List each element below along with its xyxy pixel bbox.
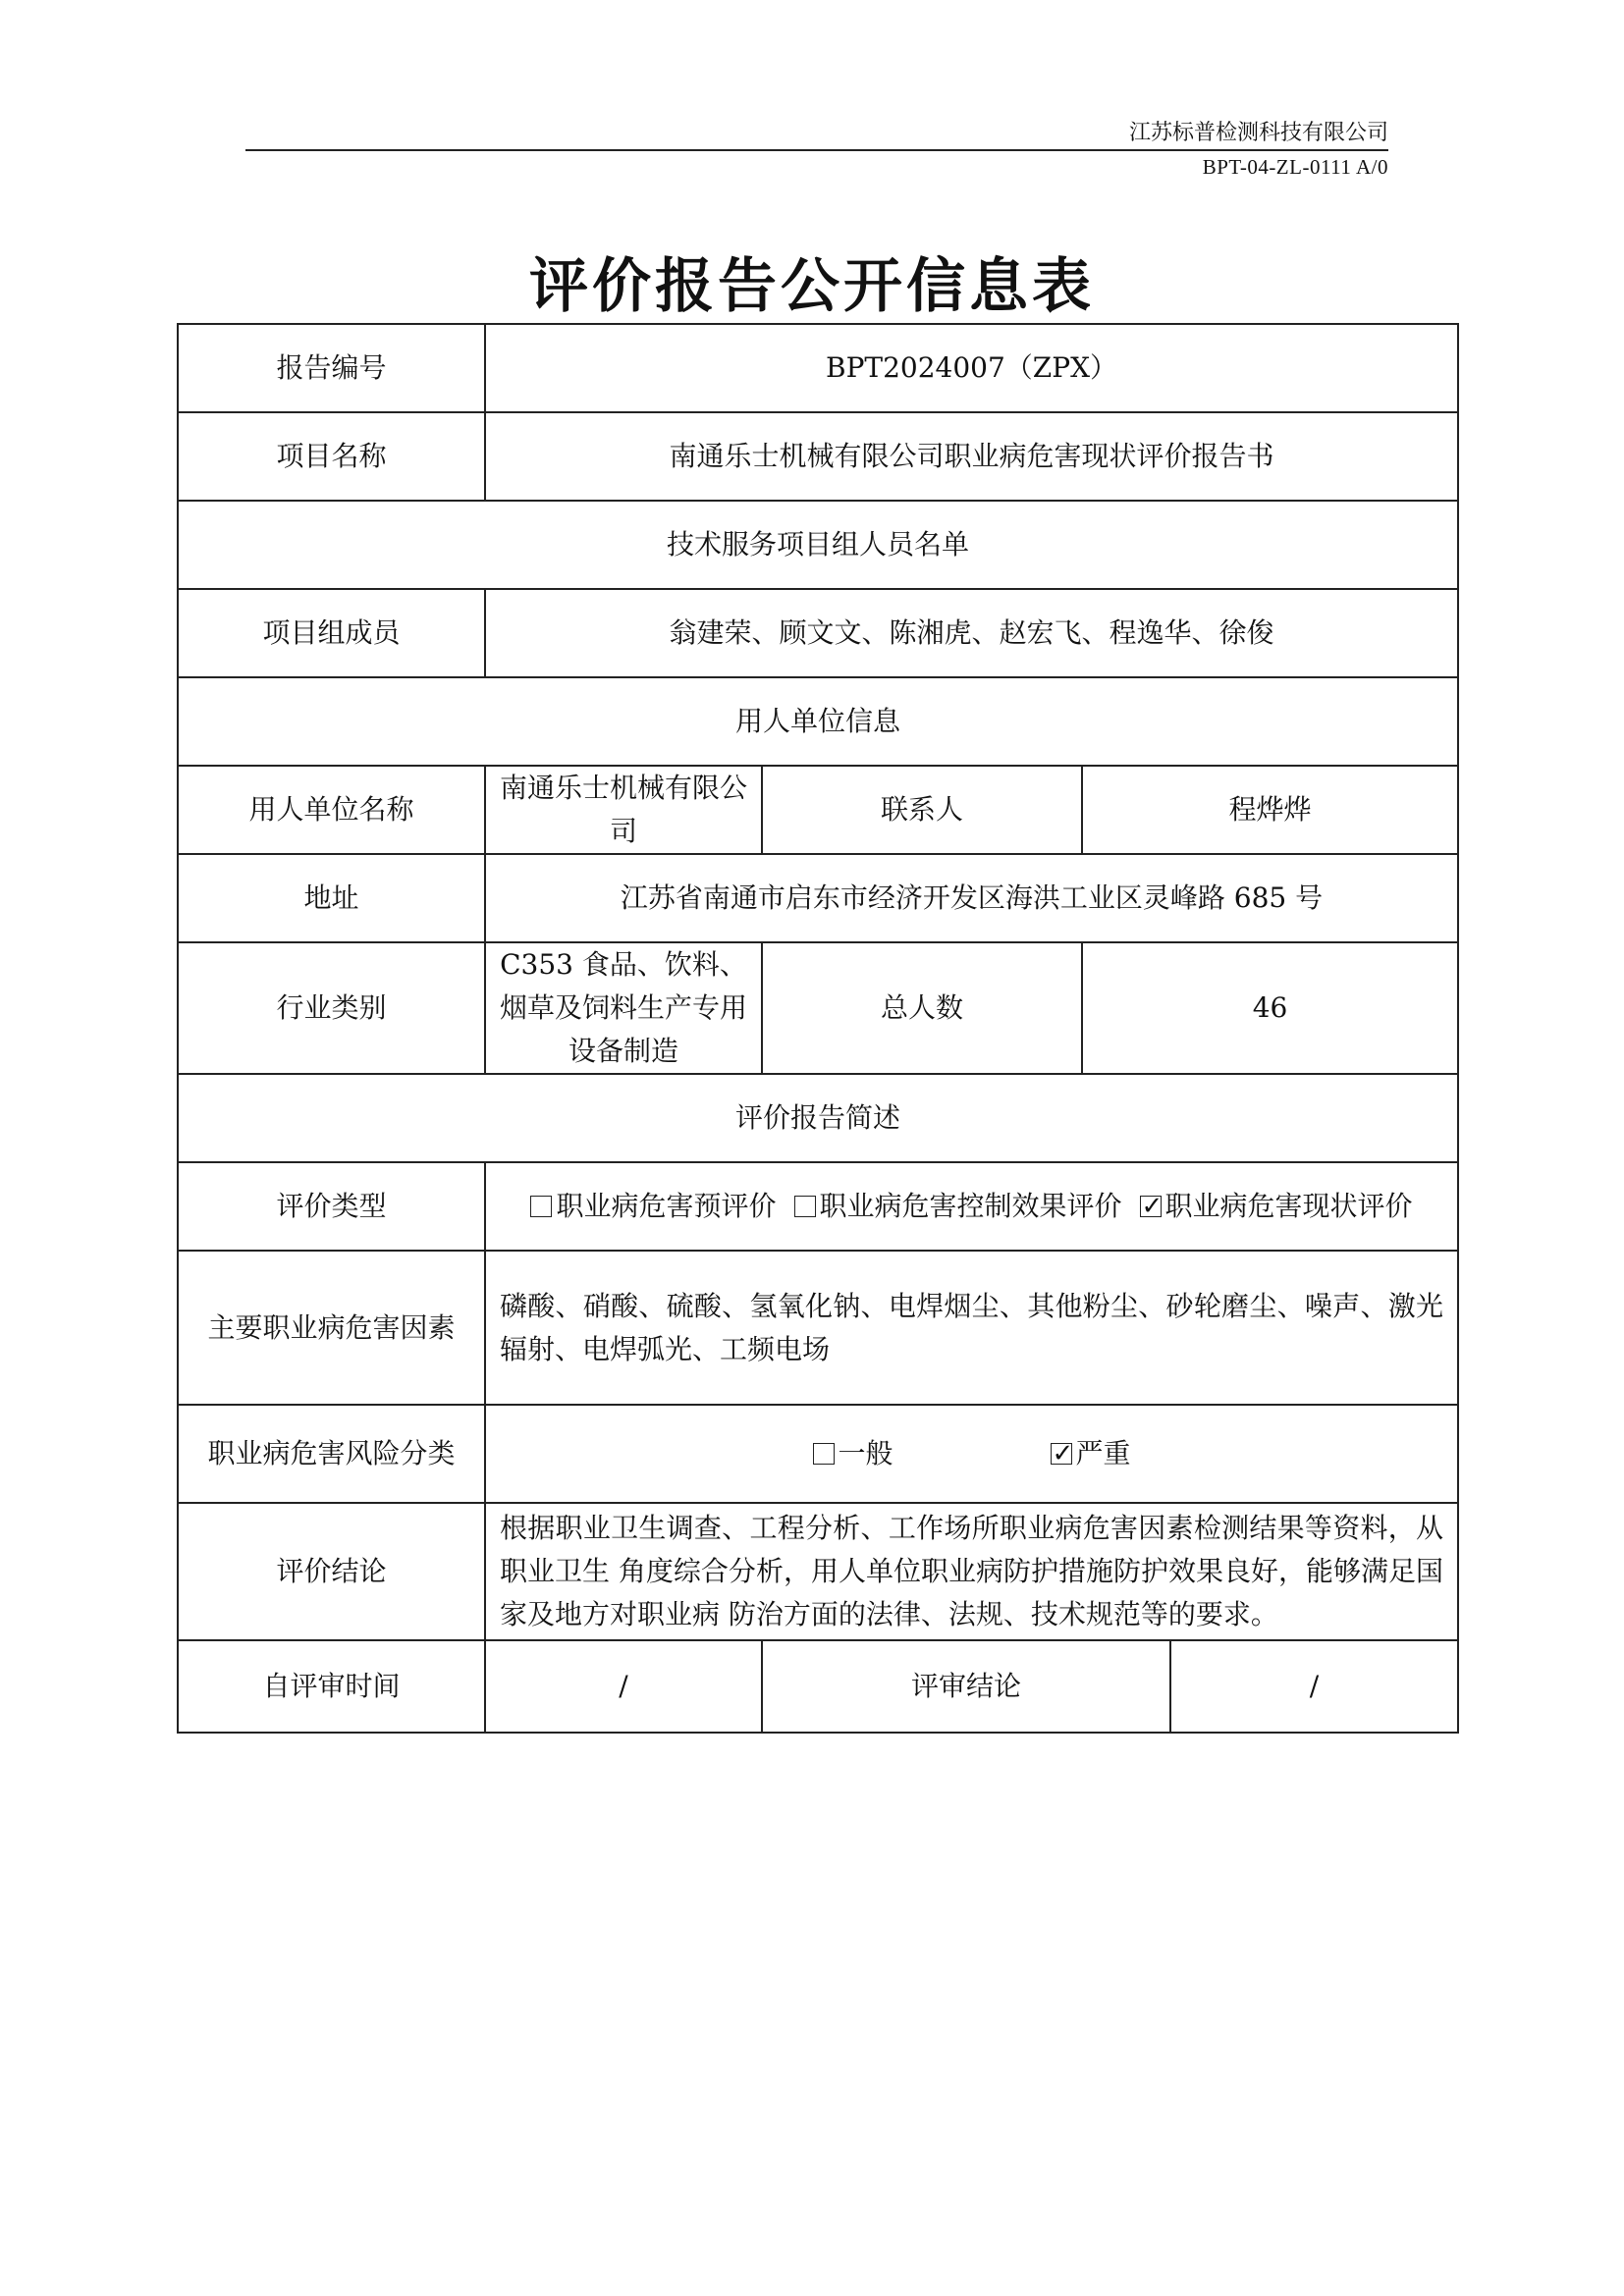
eval-type-label: 评价类型 — [178, 1162, 485, 1251]
risk-label: 职业病危害风险分类 — [178, 1405, 485, 1503]
page-title: 评价报告公开信息表 — [529, 252, 1095, 321]
team-members-label: 项目组成员 — [178, 589, 485, 677]
hazards-value: 磷酸、硝酸、硫酸、氢氧化钠、电焊烟尘、其他粉尘、砂轮磨尘、噪声、激光辐射、电焊弧光、工频电场 — [485, 1251, 1458, 1405]
row-team-section — [178, 501, 1458, 589]
risk-options — [485, 1405, 1458, 1503]
company-name: 江苏标普检测科技有限公司 — [1128, 121, 1388, 145]
row-industry — [178, 942, 1458, 1074]
team-section-heading: 技术服务项目组人员名单 — [178, 501, 1458, 589]
eval-type-option-label: 职业病危害预评价 — [556, 1190, 777, 1222]
row-project-name — [178, 412, 1458, 501]
contact-label: 联系人 — [762, 766, 1082, 854]
eval-type-option[interactable] — [1140, 1185, 1413, 1228]
review-conclusion-value: / — [1170, 1640, 1458, 1733]
row-eval-type — [178, 1162, 1458, 1251]
team-members-value: 翁建荣、顾文文、陈湘虎、赵宏飞、程逸华、徐俊 — [485, 589, 1458, 677]
employer-section-heading: 用人单位信息 — [178, 677, 1458, 766]
headcount-value: 46 — [1082, 942, 1458, 1074]
row-employer-section — [178, 677, 1458, 766]
document-code: BPT-04-ZL-0111 A/0 — [1202, 155, 1388, 179]
report-no-value: BPT2024007（ZPX） — [485, 324, 1458, 412]
eval-type-option[interactable] — [794, 1185, 1122, 1228]
risk-option[interactable] — [1051, 1432, 1131, 1475]
eval-type-options — [485, 1162, 1458, 1251]
employer-name-label: 用人单位名称 — [178, 766, 485, 854]
row-conclusion — [178, 1503, 1458, 1640]
address-value: 江苏省南通市启东市经济开发区海洪工业区灵峰路 685 号 — [485, 854, 1458, 942]
checkbox-icon[interactable] — [794, 1196, 816, 1217]
eval-type-option[interactable] — [530, 1185, 776, 1228]
review-time-label: 自评审时间 — [178, 1640, 485, 1733]
contact-value: 程烨烨 — [1082, 766, 1458, 854]
checked-checkbox-icon[interactable] — [1051, 1443, 1072, 1465]
row-hazards — [178, 1251, 1458, 1405]
risk-option[interactable] — [813, 1432, 893, 1475]
checkbox-icon[interactable] — [530, 1196, 552, 1217]
employer-name-value: 南通乐士机械有限公司 — [485, 766, 762, 854]
project-name-label: 项目名称 — [178, 412, 485, 501]
hazards-label: 主要职业病危害因素 — [178, 1251, 485, 1405]
review-time-value: / — [485, 1640, 762, 1733]
row-team-members — [178, 589, 1458, 677]
industry-label: 行业类别 — [178, 942, 485, 1074]
industry-value: C353 食品、饮料、烟草及饲料生产专用设备制造 — [485, 942, 762, 1074]
row-employer — [178, 766, 1458, 854]
checked-checkbox-icon[interactable] — [1140, 1196, 1162, 1217]
row-summary-section — [178, 1074, 1458, 1162]
row-address — [178, 854, 1458, 942]
address-label: 地址 — [178, 854, 485, 942]
summary-section-heading: 评价报告简述 — [178, 1074, 1458, 1162]
conclusion-label: 评价结论 — [178, 1503, 485, 1640]
risk-option-label: 一般 — [838, 1437, 893, 1469]
header-divider — [245, 149, 1388, 151]
row-review — [178, 1640, 1458, 1733]
review-conclusion-label: 评审结论 — [762, 1640, 1170, 1733]
row-risk — [178, 1405, 1458, 1503]
headcount-label: 总人数 — [762, 942, 1082, 1074]
project-name-value: 南通乐士机械有限公司职业病危害现状评价报告书 — [485, 412, 1458, 501]
checkbox-icon[interactable] — [813, 1443, 835, 1465]
conclusion-value: 根据职业卫生调查、工程分析、工作场所职业病危害因素检测结果等资料，从职业卫生 角度综合分析，用人单位职业病防护措施防护效果良好，能够满足国家及地方对职业病 防治方面的法律、法规、技术规范等的要求。 — [485, 1503, 1458, 1640]
info-table — [177, 323, 1459, 1734]
eval-type-option-label: 职业病危害现状评价 — [1164, 1190, 1413, 1222]
eval-type-option-label: 职业病危害控制效果评价 — [819, 1190, 1122, 1222]
report-no-label: 报告编号 — [178, 324, 485, 412]
risk-option-label: 严重 — [1075, 1437, 1131, 1469]
row-report-no — [178, 324, 1458, 412]
